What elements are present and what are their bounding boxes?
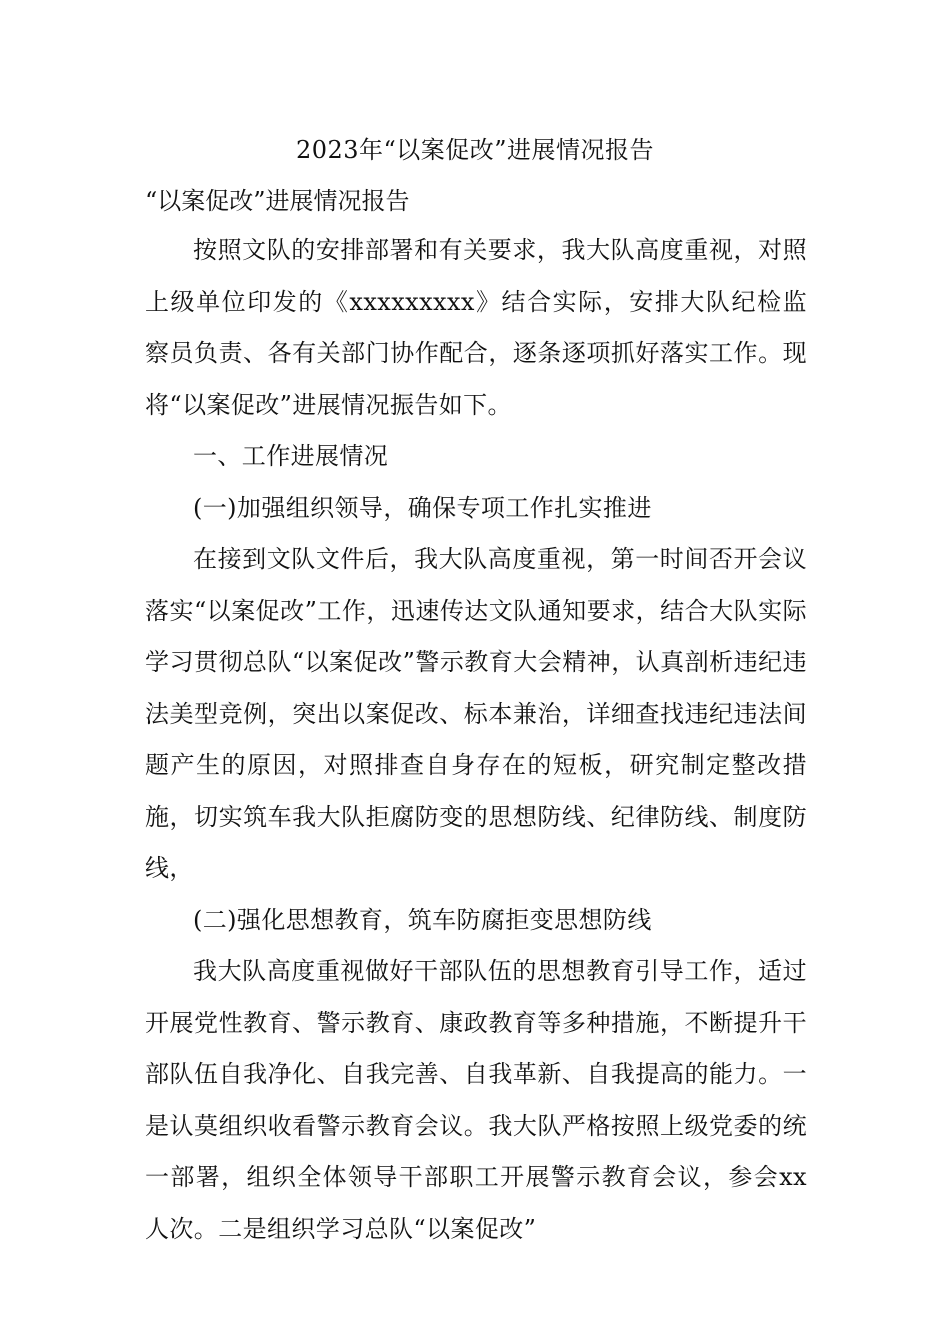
subsection-heading-1: (一)加强组织领导，确保专项工作扎实推进 — [193, 493, 652, 522]
intro-paragraph: 按照文队的安排部署和有关要求，我大队高度重视，对照上级单位印发的《xxxxxxxxx》结合实际，安排大队纪检监察员负责、各有关部门协作配合，逐条逐项抓好落实工作。现将“以案促改”进展情况振告如下。 — [145, 236, 807, 419]
section-heading-1: 一、工作进展情况 — [193, 442, 389, 470]
document-subtitle: “以案促改”进展情况报告 — [145, 187, 410, 215]
document-body — [145, 225, 807, 1255]
document-title: 2023年“以案促改”进展情况报告 — [295, 136, 655, 164]
subsection-heading-2: (二)强化思想教育，筑车防腐拒变思想防线 — [193, 905, 652, 934]
body-paragraph-1: 在接到文队文件后，我大队高度重视，第一时间否开会议落实“以案促改”工作，迅速传达文队通知要求，结合大队实际学习贯彻总队“以案促改”警示教育大会精神，认真剖析违纪违法美型竞例，突出以案促改、标本兼治，详细查找违纪违法间题产生的原因，对照排查自身存在的短板，研究制定整改措施，切实筑车我大队拒腐防变的思想防线、纪律防线、制度防线， — [145, 545, 807, 882]
body-paragraph-2: 我大队高度重视做好干部队伍的思想教育引导工作，适过开展党性教育、警示教育、康政教育等多种措施，不断提升干部队伍自我净化、自我完善、自我革新、自我提高的能力。一是认莫组织收看警示教育会议。我大队严格按照上级党委的统一部署，组织全体领导干部职工开展警示教育会议，参会xx人次。二是组织学习总队“以案促改” — [145, 957, 807, 1243]
